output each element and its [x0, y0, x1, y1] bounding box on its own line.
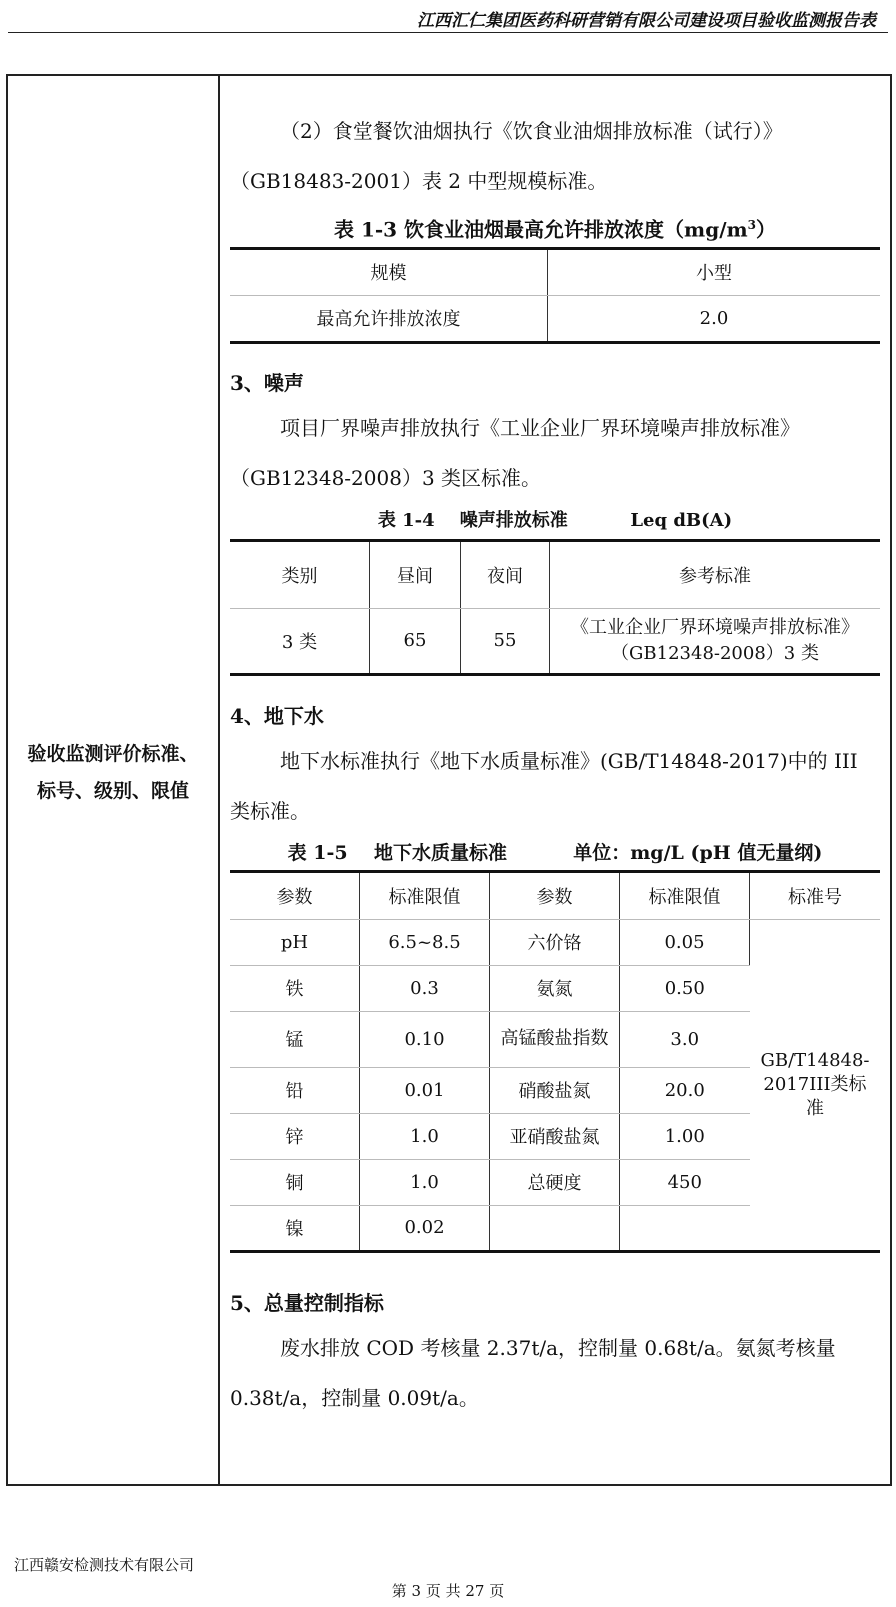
- table-1-5-cell: [490, 1205, 620, 1251]
- table-1-5-cell: 0.10: [360, 1011, 490, 1067]
- table-1-5-header: 参数: [490, 871, 620, 919]
- table-1-5-cell: 锌: [230, 1113, 360, 1159]
- table-1-5-cell: 1.0: [360, 1113, 490, 1159]
- table-1-3-header: 小型: [548, 248, 881, 295]
- table-1-5-cell: 0.01: [360, 1067, 490, 1113]
- table-1-5-cell: 铁: [230, 965, 360, 1011]
- table-1-5-cell: 铅: [230, 1067, 360, 1113]
- table-1-3-header: 规模: [230, 248, 548, 295]
- table-1-5-cell: 0.50: [620, 965, 750, 1011]
- left-label-column: [8, 76, 220, 1484]
- table-1-4-header: 夜间: [461, 540, 550, 608]
- groundwater-paragraph: 地下水标准执行《地下水质量标准》(GB/T14848-2017)中的 III 类标准。: [230, 748, 858, 823]
- footer-company: 江西赣安检测技术有限公司: [14, 1556, 195, 1574]
- table-1-4-cell: 65: [370, 608, 461, 674]
- left-label: [12, 736, 214, 810]
- table-1-4-header: 昼间: [370, 540, 461, 608]
- table-1-5-cell: 铜: [230, 1159, 360, 1205]
- total-control-heading: 5、总量控制指标: [230, 1290, 384, 1315]
- left-label-line-1: 验收监测评价标准、: [27, 743, 199, 765]
- table-1-5-cell: [620, 1205, 750, 1251]
- table-1-5-cell: 1.0: [360, 1159, 490, 1205]
- table-1-4-header: 类别: [230, 540, 370, 608]
- table-1-5-header: 标准限值: [360, 871, 490, 919]
- report-header-title: 江西汇仁集团医药科研营销有限公司建设项目验收监测报告表: [417, 11, 876, 31]
- table-1-5-cell: 六价铬: [490, 919, 620, 965]
- table-1-5-cell: 0.02: [360, 1205, 490, 1251]
- table-1-5-header: 标准限值: [620, 871, 750, 919]
- page-number: 第 3 页 共 27 页: [391, 1582, 505, 1600]
- table-1-5-cell: 总硬度: [490, 1159, 620, 1205]
- content-column: [230, 76, 880, 1423]
- table-1-5-cell: 高锰酸盐指数: [490, 1011, 620, 1067]
- table-1-4-header: 参考标准: [550, 540, 881, 608]
- table-1-5-header: 标准号: [750, 871, 881, 919]
- table-1-5-cell: 6.5~8.5: [360, 919, 490, 965]
- left-label-line-2: 标号、级别、限值: [36, 780, 189, 802]
- report-table-frame: [6, 74, 892, 1486]
- table-1-4-cell: 3 类: [230, 608, 370, 674]
- table-1-5-cell: 0.05: [620, 919, 750, 965]
- header-divider: [8, 32, 888, 33]
- table-1-5-cell: pH: [230, 919, 360, 965]
- table-1-5: [230, 870, 880, 1253]
- table-1-5-caption: 表 1-5 地下水质量标准 单位：mg/L (pH 值无量纲): [287, 841, 823, 864]
- table-1-5-cell: 硝酸盐氮: [490, 1067, 620, 1113]
- groundwater-heading: 4、地下水: [230, 703, 324, 728]
- table-1-5-header: 参数: [230, 871, 360, 919]
- table-1-5-cell: 20.0: [620, 1067, 750, 1113]
- table-1-5-cell: 0.3: [360, 965, 490, 1011]
- noise-paragraph: 项目厂界噪声排放执行《工业企业厂界环境噪声排放标准》（GB12348-2008）3 类区标准。: [230, 415, 800, 490]
- table-1-4-cell: 《工业企业厂界环境噪声排放标准》（GB12348-2008）3 类: [571, 616, 859, 664]
- table-1-4-cell: 55: [461, 608, 550, 674]
- table-1-4: [230, 539, 880, 676]
- table-1-3: [230, 247, 880, 344]
- table-1-5-standard-cell: GB/T14848-2017III类标准: [760, 1049, 870, 1119]
- table-1-3-caption: 表 1-3 饮食业油烟最高允许排放浓度$(mg/m^3)$: [333, 217, 777, 242]
- noise-heading: 3、噪声: [230, 370, 304, 395]
- table-1-5-cell: 3.0: [620, 1011, 750, 1067]
- total-control-paragraph: 废水排放 COD 考核量 2.37t/a，控制量 0.68t/a。氨氮考核量 0.38t/a，控制量 0.09t/a。: [230, 1335, 836, 1410]
- table-1-5-cell: 1.00: [620, 1113, 750, 1159]
- table-1-5-cell: 锰: [230, 1011, 360, 1067]
- table-1-5-cell: 450: [620, 1159, 750, 1205]
- table-1-4-caption: 表 1-4 噪声排放标准 Leq dB(A): [377, 509, 733, 531]
- table-1-3-cell: 最高允许排放浓度: [230, 295, 548, 342]
- table-1-5-cell: 镍: [230, 1205, 360, 1251]
- fumes-paragraph: （2）食堂餐饮油烟执行《饮食业油烟排放标准（试行）》（GB18483-2001）表 2 中型规模标准。: [230, 119, 783, 193]
- table-1-5-cell: 亚硝酸盐氮: [490, 1113, 620, 1159]
- table-1-3-cell: 2.0: [699, 307, 729, 329]
- table-1-5-cell: 氨氮: [490, 965, 620, 1011]
